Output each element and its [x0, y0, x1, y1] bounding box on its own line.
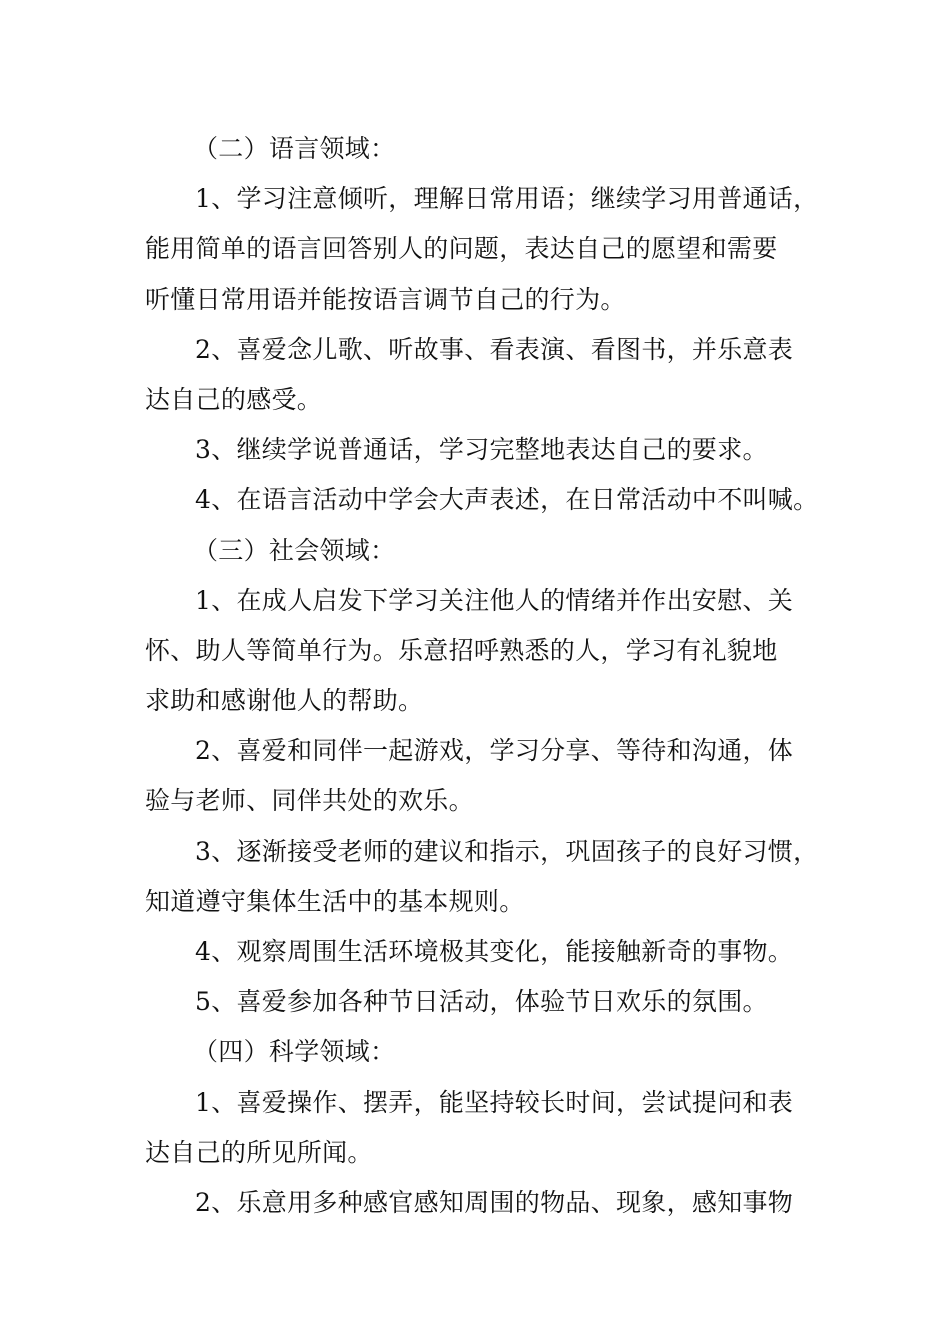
paragraph-line: 1、喜爱操作、摆弄，能坚持较长时间，尝试提问和表	[195, 1087, 794, 1117]
paragraph-line: 2、喜爱念儿歌、听故事、看表演、看图书，并乐意表	[195, 334, 794, 364]
document-body	[145, 124, 819, 1228]
paragraph-line: 1、学习注意倾听，理解日常用语；继续学习用普通话，	[195, 184, 819, 214]
section-heading: （四）科学领域：	[193, 1037, 396, 1067]
paragraph-line: 能用简单的语言回答别人的问题，表达自己的愿望和需要	[145, 234, 778, 264]
paragraph-line: 听懂日常用语并能按语言调节自己的行为。	[145, 284, 626, 314]
section-heading: （二）语言领域：	[193, 134, 396, 163]
paragraph-line: 1、在成人启发下学习关注他人的情绪并作出安慰、关	[195, 585, 794, 615]
paragraph-line: 4、在语言活动中学会大声表述，在日常活动中不叫喊。	[195, 485, 819, 515]
paragraph-line: 5、喜爱参加各种节日活动，体验节日欢乐的氛围。	[195, 987, 768, 1017]
paragraph-line: 达自己的所见所闻。	[145, 1137, 373, 1167]
paragraph-line: 求助和感谢他人的帮助。	[145, 686, 424, 716]
paragraph-line: 3、继续学说普通话，学习完整地表达自己的要求。	[195, 435, 768, 465]
paragraph-line: 知道遵守集体生活中的基本规则。	[145, 886, 525, 916]
paragraph-line: 2、乐意用多种感官感知周围的物品、现象，感知事物	[195, 1187, 794, 1217]
section-heading: （三）社会领域：	[193, 535, 396, 565]
paragraph-line: 3、逐渐接受老师的建议和指示，巩固孩子的良好习惯，	[195, 836, 819, 866]
paragraph-line: 2、喜爱和同伴一起游戏，学习分享、等待和沟通，体	[195, 736, 794, 766]
paragraph-line: 达自己的感受。	[145, 384, 323, 414]
paragraph-line: 验与老师、同伴共处的欢乐。	[145, 786, 474, 816]
paragraph-line: 4、观察周围生活环境极其变化，能接触新奇的事物。	[195, 937, 794, 966]
paragraph-line: 怀、助人等简单行为。乐意招呼熟悉的人，学习有礼貌地	[145, 635, 778, 665]
